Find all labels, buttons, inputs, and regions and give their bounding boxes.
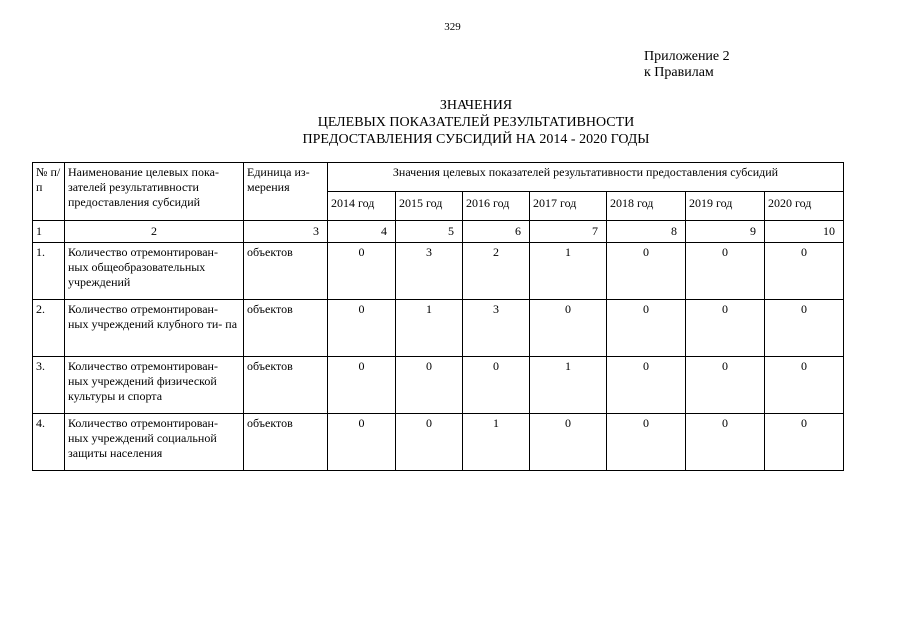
row-value: 0	[396, 357, 463, 414]
title-line-2: ЦЕЛЕВЫХ ПОКАЗАТЕЛЕЙ РЕЗУЛЬТАТИВНОСТИ	[317, 115, 635, 130]
column-index-cell: 9	[686, 221, 765, 243]
page-number: 329	[444, 21, 461, 33]
row-value: 1	[396, 300, 463, 357]
row-unit: объектов	[244, 300, 328, 357]
header-year: 2017 год	[530, 192, 607, 221]
row-num: 2.	[33, 300, 65, 357]
header-name: Наименование целевых пока- зателей результативности предоставления субсидий	[65, 163, 244, 221]
table-row	[33, 243, 844, 300]
header-num: № п/п	[33, 163, 65, 221]
row-value: 1	[463, 414, 530, 471]
column-index-cell: 1	[33, 221, 65, 243]
column-index-row	[33, 221, 844, 243]
row-num: 1.	[33, 243, 65, 300]
row-value: 0	[530, 300, 607, 357]
column-index-cell: 5	[396, 221, 463, 243]
title-line-3: ПРЕДОСТАВЛЕНИЯ СУБСИДИЙ НА 2014 - 2020 ГОДЫ	[302, 132, 650, 147]
row-name: Количество отремонтирован- ных учреждений физической культуры и спорта	[65, 357, 244, 414]
header-year: 2018 год	[607, 192, 686, 221]
indicators-table	[32, 162, 844, 471]
row-value: 0	[607, 357, 686, 414]
row-value: 0	[686, 357, 765, 414]
row-value: 0	[607, 300, 686, 357]
document-title	[0, 97, 905, 148]
row-value: 0	[396, 414, 463, 471]
row-unit: объектов	[244, 243, 328, 300]
header-year: 2015 год	[396, 192, 463, 221]
row-value: 0	[463, 357, 530, 414]
table-row	[33, 357, 844, 414]
header-year: 2016 год	[463, 192, 530, 221]
table-row	[33, 414, 844, 471]
column-index-cell: 4	[328, 221, 396, 243]
column-index-cell: 10	[765, 221, 844, 243]
row-value: 0	[765, 243, 844, 300]
row-unit: объектов	[244, 357, 328, 414]
row-value: 0	[328, 243, 396, 300]
table-row	[33, 300, 844, 357]
column-index-cell: 3	[244, 221, 328, 243]
header-values-group: Значения целевых показателей результативности предоставления субсидий	[328, 163, 844, 192]
row-value: 0	[765, 414, 844, 471]
row-value: 3	[396, 243, 463, 300]
row-value: 0	[328, 357, 396, 414]
row-value: 0	[607, 243, 686, 300]
row-value: 0	[328, 414, 396, 471]
row-value: 3	[463, 300, 530, 357]
column-index-cell: 8	[607, 221, 686, 243]
column-index-cell: 7	[530, 221, 607, 243]
header-year: 2019 год	[686, 192, 765, 221]
row-value: 0	[765, 300, 844, 357]
column-index-cell: 2	[65, 221, 244, 243]
row-value: 0	[328, 300, 396, 357]
column-index-cell: 6	[463, 221, 530, 243]
row-value: 1	[530, 357, 607, 414]
row-value: 0	[686, 243, 765, 300]
row-value: 0	[765, 357, 844, 414]
appendix-line-2: к Правилам	[644, 65, 714, 80]
header-year: 2020 год	[765, 192, 844, 221]
row-name: Количество отремонтирован- ных учреждений клубного ти- па	[65, 300, 244, 357]
header-unit: Единица из- мерения	[244, 163, 328, 221]
appendix-note	[644, 49, 730, 81]
table-header-row	[33, 163, 844, 192]
title-line-1: ЗНАЧЕНИЯ	[439, 98, 513, 113]
row-value: 0	[530, 414, 607, 471]
row-unit: объектов	[244, 414, 328, 471]
row-value: 0	[686, 414, 765, 471]
row-value: 2	[463, 243, 530, 300]
appendix-line-1: Приложение 2	[644, 49, 730, 64]
row-num: 4.	[33, 414, 65, 471]
row-num: 3.	[33, 357, 65, 414]
row-value: 0	[686, 300, 765, 357]
row-value: 0	[607, 414, 686, 471]
row-name: Количество отремонтирован- ных общеобразовательных учреждений	[65, 243, 244, 300]
row-value: 1	[530, 243, 607, 300]
header-year: 2014 год	[328, 192, 396, 221]
row-name: Количество отремонтирован- ных учреждений социальной защиты населения	[65, 414, 244, 471]
